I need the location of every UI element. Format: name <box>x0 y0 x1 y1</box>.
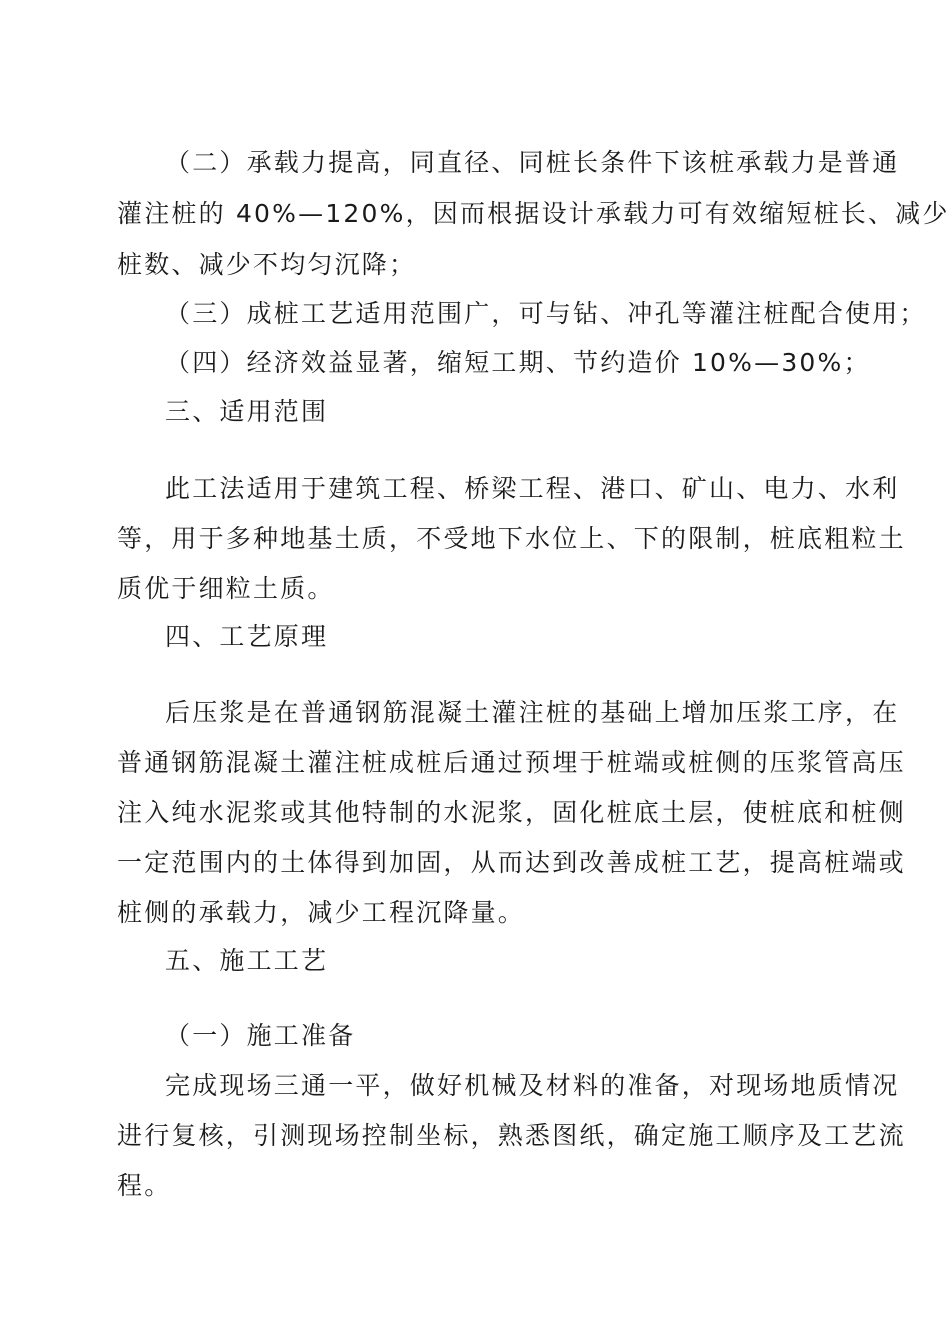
paragraph-line: 桩数、减少不均匀沉降； <box>117 250 417 279</box>
paragraph-line: 灌注桩的 40%—120%，因而根据设计承载力可有效缩短桩长、减少 <box>117 199 950 228</box>
paragraph-line: 一定范围内的土体得到加固，从而达到改善成桩工艺，提高桩端或 <box>117 848 906 877</box>
paragraph-line: （二）承载力提高，同直径、同桩长条件下该桩承载力是普通 <box>165 148 900 177</box>
section-heading: 三、适用范围 <box>165 397 329 426</box>
section-heading: 五、施工工艺 <box>165 946 329 975</box>
paragraph-line: 质优于细粒土质。 <box>117 574 335 603</box>
paragraph-line: （三）成桩工艺适用范围广，可与钻、冲孔等灌注桩配合使用； <box>165 299 927 328</box>
paragraph-line: 后压浆是在普通钢筋混凝土灌注桩的基础上增加压浆工序，在 <box>165 698 900 727</box>
paragraph-line: 进行复核，引测现场控制坐标，熟悉图纸，确定施工顺序及工艺流 <box>117 1121 906 1150</box>
subsection-heading: （一）施工准备 <box>165 1021 356 1050</box>
paragraph-line: 桩侧的承载力，减少工程沉降量。 <box>117 898 526 927</box>
paragraph-line: 此工法适用于建筑工程、桥梁工程、港口、矿山、电力、水利 <box>165 474 900 503</box>
paragraph-line: （四）经济效益显著，缩短工期、节约造价 10%—30%； <box>165 348 871 377</box>
section-heading: 四、工艺原理 <box>165 622 329 651</box>
paragraph-line: 程。 <box>117 1171 172 1200</box>
paragraph-line: 等，用于多种地基土质，不受地下水位上、下的限制，桩底粗粒土 <box>117 524 906 553</box>
paragraph-line: 完成现场三通一平，做好机械及材料的准备，对现场地质情况 <box>165 1071 900 1100</box>
paragraph-line: 注入纯水泥浆或其他特制的水泥浆，固化桩底土层，使桩底和桩侧 <box>117 798 906 827</box>
paragraph-line: 普通钢筋混凝土灌注桩成桩后通过预埋于桩端或桩侧的压浆管高压 <box>117 748 906 777</box>
